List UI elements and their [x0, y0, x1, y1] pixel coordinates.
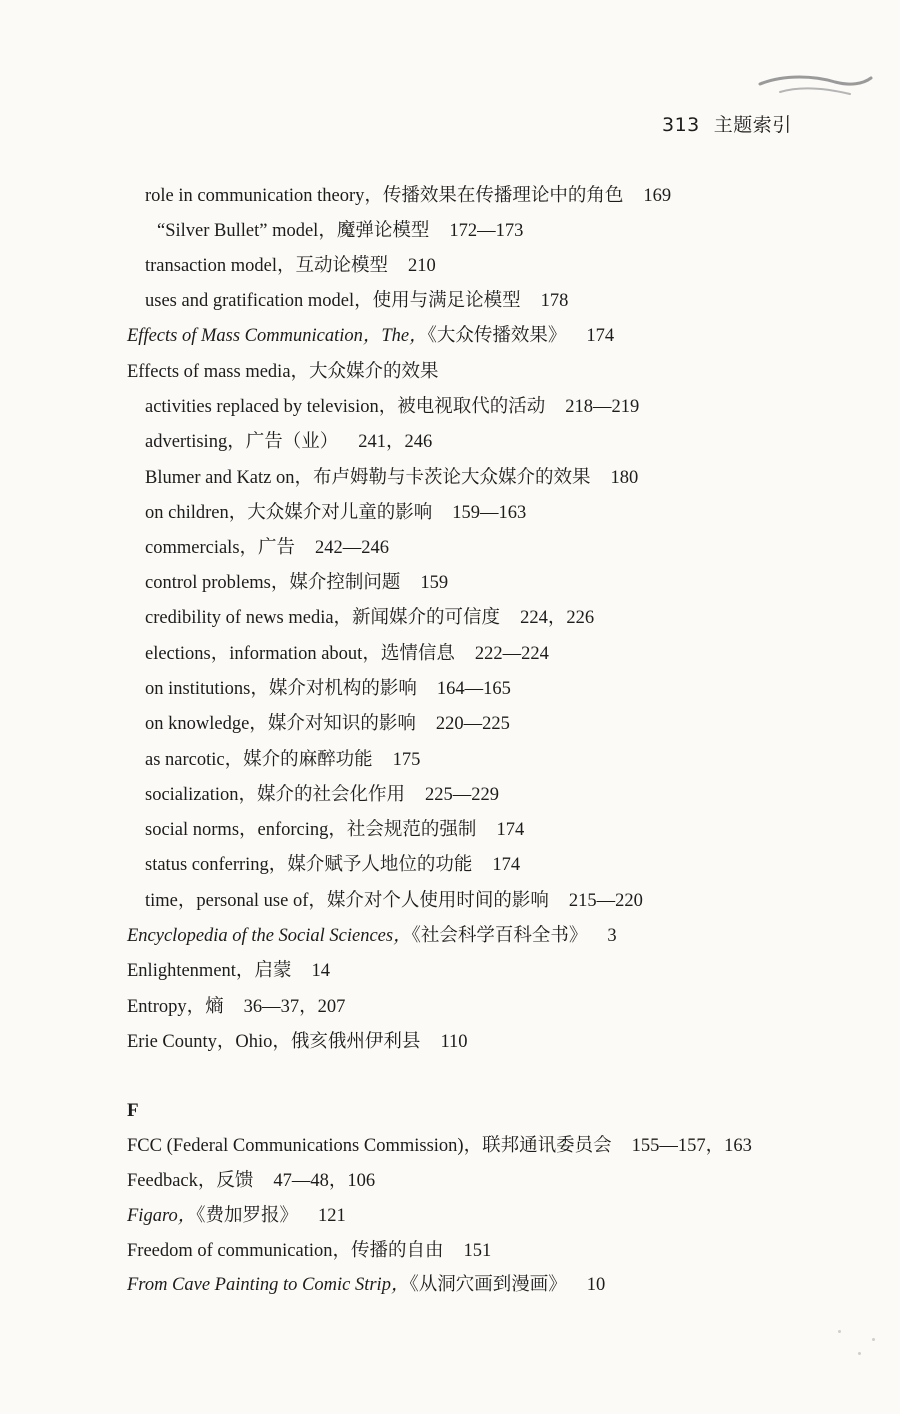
index-entry: role in communication theory，传播效果在传播理论中的角色 169 [145, 186, 672, 206]
paper-speck [858, 1352, 861, 1355]
index-entry: FCC (Federal Communications Commission)，联邦通讯委员会 155—157，163 [127, 1136, 752, 1156]
index-entry: commercials，广告 242—246 [145, 538, 390, 558]
index-entry: control problems，媒介控制问题 159 [145, 573, 449, 593]
index-entry: “Silver Bullet” model，魔弹论模型 172—173 [157, 221, 524, 241]
section-heading: F [127, 1100, 139, 1121]
index-entry: advertising，广告（业） 241，246 [145, 432, 433, 452]
running-header [662, 110, 792, 137]
index-entry: status conferring，媒介赋予人地位的功能 174 [145, 855, 521, 875]
index-entry: Feedback，反馈 47—48，106 [127, 1171, 376, 1191]
index-entry: Blumer and Katz on，布卢姆勒与卡茨论大众媒介的效果 180 [145, 468, 639, 488]
index-entry: From Cave Painting to Comic Strip，《从洞穴画到漫画》 10 [127, 1275, 606, 1295]
index-entry: credibility of news media，新闻媒介的可信度 224，226 [145, 608, 595, 628]
index-entry: time，personal use of，媒介对个人使用时间的影响 215—220 [145, 891, 643, 911]
index-entry: Encyclopedia of the Social Sciences，《社会科学百科全书》 3 [127, 926, 617, 946]
index-entry: uses and gratification model，使用与满足论模型 178 [145, 291, 569, 311]
index-entry: social norms，enforcing，社会规范的强制 174 [145, 820, 525, 840]
index-entry: Effects of Mass Communication，The，《大众传播效果》 174 [127, 326, 615, 346]
index-entry: Entropy，熵 36—37，207 [127, 997, 346, 1017]
page-number: 313 [662, 114, 700, 136]
index-entry: Effects of mass media，大众媒介的效果 [127, 362, 439, 382]
paper-speck [838, 1330, 841, 1333]
index-entry: on institutions，媒介对机构的影响 164—165 [145, 679, 511, 699]
index-entry: elections，information about，选情信息 222—224 [145, 644, 549, 664]
paper-speck [872, 1338, 875, 1341]
index-entry: transaction model，互动论模型 210 [145, 256, 436, 276]
decorative-flourish [755, 70, 875, 106]
index-entry: Erie County，Ohio，俄亥俄州伊利县 110 [127, 1032, 468, 1052]
section-title: 主题索引 [713, 114, 792, 136]
index-entry: on children，大众媒介对儿童的影响 159—163 [145, 503, 527, 523]
index-entry: as narcotic，媒介的麻醉功能 175 [145, 750, 421, 770]
index-entry: socialization，媒介的社会化作用 225—229 [145, 785, 500, 805]
index-entry: Enlightenment，启蒙 14 [127, 961, 330, 981]
index-entry: activities replaced by television，被电视取代的活动 218—219 [145, 397, 640, 417]
index-entry: on knowledge，媒介对知识的影响 220—225 [145, 714, 510, 734]
index-entry: Figaro，《费加罗报》 121 [127, 1206, 346, 1226]
index-entry: Freedom of communication，传播的自由 151 [127, 1241, 492, 1261]
